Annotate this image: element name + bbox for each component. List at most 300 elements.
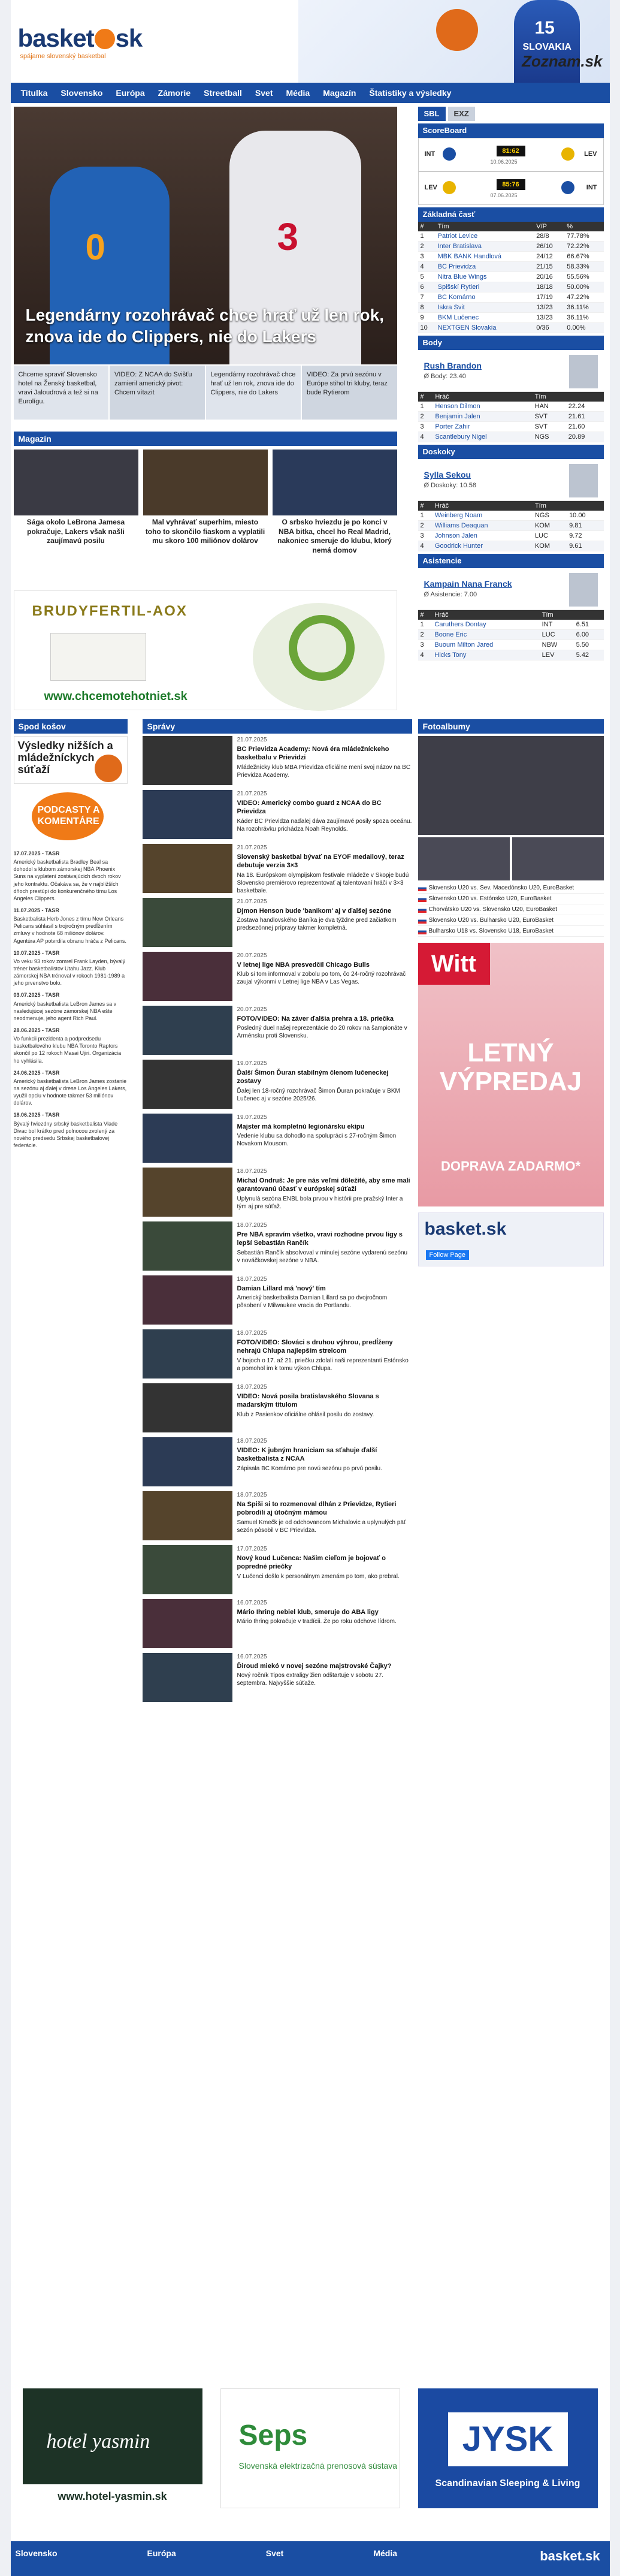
table-cell[interactable]: Nitra Blue Wings: [435, 272, 534, 282]
article-head[interactable]: FOTO/VIDEO: Slováci s druhou výhrou, predĺženy nehrajú Chlupa najlepším strelcom: [237, 1339, 393, 1355]
article-text: V Lučenci došlo k personálnym zmenám po tom, ako prebral.: [237, 1573, 400, 1580]
col-rank: #: [418, 501, 433, 511]
tab-exz[interactable]: EXZ: [448, 107, 475, 121]
hero-title[interactable]: Legendárny rozohrávač chce hrať už len rok, znova ide do Clippers, nie do Lakers: [25, 306, 384, 346]
table-row[interactable]: [418, 303, 604, 313]
nav-item[interactable]: Európa: [116, 88, 145, 98]
table-cell[interactable]: Johnson Jalen: [433, 531, 533, 541]
article-text: [237, 736, 412, 788]
flag-icon: [418, 885, 427, 891]
article-item[interactable]: [143, 1653, 412, 1705]
article-text: Klub si tom informoval v zobolu po tom, čo 24-ročný rozohrávač zaujal výkonmi v Letnej lige NBA v Las Vegas.: [237, 971, 406, 986]
news-item[interactable]: [14, 991, 128, 1022]
article-image[interactable]: [143, 1329, 232, 1379]
photo-thumb[interactable]: [418, 837, 510, 880]
article-item[interactable]: [143, 1275, 412, 1327]
table-row[interactable]: [418, 282, 604, 292]
table-row[interactable]: [418, 242, 604, 252]
table-cell: 50.00%: [564, 282, 603, 292]
table-cell: 77.78%: [564, 231, 603, 242]
table-cell: 7: [418, 292, 435, 303]
standings-header: [418, 207, 604, 222]
article-image[interactable]: [143, 1168, 232, 1217]
table-cell[interactable]: Benjamin Jalen: [433, 412, 532, 422]
leader-name[interactable]: Kampain Nana Franck: [424, 579, 512, 589]
article-image[interactable]: [143, 844, 232, 893]
album-title: Slovensko U20 vs. Sev. Macedónsko U20, EuroBasket: [428, 885, 574, 891]
article-head[interactable]: Nový koud Lučenca: Našim cieľom je bojovať o popredné priečky: [237, 1555, 386, 1571]
col-player: Hráč: [433, 392, 532, 402]
score-item[interactable]: [418, 138, 604, 171]
player-photo: [569, 464, 598, 497]
table-cell: KOM: [533, 521, 567, 531]
table-row[interactable]: [418, 541, 604, 551]
banner-basketball-icon: [436, 9, 478, 51]
table-cell[interactable]: Goodrick Hunter: [433, 541, 533, 551]
table-row[interactable]: [418, 531, 604, 541]
witt-title: LETNÝ VÝPREDAJ: [439, 1038, 582, 1097]
table-cell: 3: [418, 531, 433, 541]
footer-logo[interactable]: basket.sk: [540, 2548, 600, 2563]
team-logo-icon: [443, 181, 456, 194]
footer: [11, 2541, 610, 2576]
article-image[interactable]: [143, 1006, 232, 1055]
article-item[interactable]: [143, 1006, 412, 1057]
footer-link[interactable]: Svet: [265, 2548, 284, 2558]
table-row[interactable]: [418, 521, 604, 531]
article-image[interactable]: [143, 736, 232, 785]
col-rank: #: [418, 222, 435, 231]
article-head[interactable]: Majster má kompletnú legionársku ekipu: [237, 1123, 365, 1130]
table-cell[interactable]: BC Komárno: [435, 292, 534, 303]
top-banner-ad[interactable]: [298, 0, 610, 83]
nav-item[interactable]: Slovensko: [61, 88, 103, 98]
table-cell[interactable]: Williams Deaquan: [433, 521, 533, 531]
article-image[interactable]: [143, 790, 232, 839]
footer-link[interactable]: Slovensko: [15, 2548, 58, 2558]
hero-sub-articles: [14, 366, 397, 420]
album-title: Bulharsko U18 vs. Slovensko U18, EuroBasket: [428, 928, 554, 934]
article-image[interactable]: [143, 1383, 232, 1432]
article-text: Vedenie klubu sa dohodlo na spolupráci s 27-ročným Šimon Novakom Mousom.: [237, 1133, 397, 1148]
col-player: Hráč: [433, 501, 533, 511]
article-item[interactable]: [143, 1329, 412, 1381]
article-text: [237, 1114, 412, 1165]
scoreboard-header: [418, 123, 604, 138]
table-cell[interactable]: Spišskí Rytieri: [435, 282, 534, 292]
nav-item[interactable]: Magazín: [323, 88, 356, 98]
article-image[interactable]: [143, 898, 232, 947]
table-cell[interactable]: MBK BANK Handlová: [435, 252, 534, 262]
article-text: Ďalej len 18-ročný rozohrávač Šimon Ďuran pokračuje v BKM Lučenec aj v sezóne 2025/26.: [237, 1087, 400, 1102]
article-head[interactable]: Djmon Henson bude 'banikom' aj v ďalšej sezóne: [237, 907, 392, 915]
table-cell: 20/16: [534, 272, 564, 282]
article-text: [237, 1060, 412, 1111]
magazine-title: Magazín: [14, 432, 397, 446]
table-cell: 9.72: [567, 531, 603, 541]
table-row[interactable]: [418, 620, 604, 630]
leader-value: Ø Body: 23.40: [424, 373, 466, 380]
photo-album-link[interactable]: [418, 915, 604, 926]
news-date: 03.07.2025 - TASR: [13, 992, 60, 999]
article-head[interactable]: FOTO/VIDEO: Na záver ďalšia prehra a 18. priečka: [237, 1015, 394, 1022]
table-cell: 4: [418, 432, 433, 442]
away-team: INT: [586, 184, 597, 191]
magazine-section: [14, 432, 397, 557]
news-item[interactable]: [14, 907, 128, 945]
tab-sbl[interactable]: SBL: [418, 107, 446, 121]
article-item[interactable]: [143, 1383, 412, 1435]
table-cell[interactable]: Boone Eric: [432, 630, 539, 640]
article-head[interactable]: Slovenský basketbal bývať na EYOF medailový, teraz debutuje verzia 3×3: [237, 853, 404, 870]
article-date: 20.07.2025: [237, 952, 267, 959]
news-date: 28.06.2025 - TASR: [13, 1027, 60, 1033]
magazine-caption[interactable]: Sága okolo LeBrona Jamesa pokračuje, Lakers však našli zaujímavú posilu: [26, 518, 125, 545]
article-item[interactable]: [143, 790, 412, 841]
table-cell: 9.81: [567, 521, 603, 531]
article-date: 16.07.2025: [237, 1600, 267, 1606]
news-text: Vo funkcii prezidenta a podpredsedu basketbalového klubu NBA Toronto Raptors skončil po 12 rokoch Masai Ujiri. Organizácia ho vyhlásila.: [13, 1036, 122, 1064]
article-text: Uplynulá sezóna ENBL bola prvou v histórii pre pražský Inter a tým aj pre súťaž.: [237, 1195, 403, 1210]
article-date: 18.07.2025: [237, 1222, 267, 1229]
album-title: Chorvátsko U20 vs. Slovensko U20, EuroBasket: [428, 906, 558, 913]
nav-item[interactable]: Média: [286, 88, 310, 98]
col-rank: #: [418, 392, 433, 402]
rebounds-title: Doskoky: [422, 447, 455, 456]
magazine-caption[interactable]: Mal vyhrávať superhim, miesto toho to skončilo fiaskom a vyplatili mu skoro 100 miliónov dolárov: [145, 518, 265, 545]
table-cell[interactable]: Buoum Milton Jared: [432, 640, 539, 650]
table-cell[interactable]: Caruthers Dontay: [432, 620, 539, 630]
article-head[interactable]: V letnej lige NBA presvedčil Chicago Bulls: [237, 961, 370, 969]
fertility-ad[interactable]: [14, 590, 397, 710]
table-row[interactable]: [418, 650, 604, 660]
table-row[interactable]: [418, 272, 604, 282]
score-item[interactable]: [418, 171, 604, 205]
nav-item[interactable]: Štatistiky a výsledky: [369, 88, 452, 98]
table-row[interactable]: [418, 422, 604, 432]
sub-article[interactable]: Legendárny rozohrávač chce hrať už len rok, znova ide do Clippers, nie do Lakers: [206, 366, 301, 420]
article-item[interactable]: [143, 1060, 412, 1111]
table-row[interactable]: [418, 323, 604, 333]
col-pct: %: [564, 222, 603, 231]
article-head[interactable]: Damian Lillard má 'nový' tím: [237, 1285, 326, 1292]
col-wl: V/P: [534, 222, 564, 231]
article-head[interactable]: Mário Ihring nebiel klub, smeruje do ABA ligy: [237, 1609, 379, 1616]
fb-follow-button[interactable]: Follow Page: [426, 1250, 470, 1260]
photo-column: [418, 719, 604, 1266]
table-row[interactable]: [418, 262, 604, 272]
table-cell[interactable]: NEXTGEN Slovakia: [435, 323, 534, 333]
magazine-caption[interactable]: O srbsko hviezdu je po konci v NBA bitka, chcel ho Real Madrid, nakoniec smeruje do klubu, ktorý nemá domov: [277, 518, 392, 554]
table-row[interactable]: [418, 402, 604, 412]
article-item[interactable]: [143, 1545, 412, 1597]
team-logo-icon: [561, 181, 574, 194]
article-head[interactable]: Ďalší Šimon Ďuran stabilným členom lučeneckej zostavy: [237, 1069, 389, 1085]
banner-brand: Zoznam.sk: [522, 52, 603, 70]
photo-title: Fotoalbumy: [418, 719, 604, 734]
article-image[interactable]: [143, 1275, 232, 1325]
score-date: 10.06.2025: [490, 159, 518, 165]
flag-icon: [418, 896, 427, 902]
seps-ad[interactable]: [220, 2388, 400, 2508]
table-cell: 10: [418, 323, 435, 333]
news-text: Vo veku 93 rokov zomrel Frank Layden, bývalý tréner basketbalistov Utahu Jazz. Klub zámorskej NBA trénoval v rokoch 1981-1989 a jeho prvenstvo bolo.: [13, 958, 126, 987]
article-text: Posledný duel našej reprezentácie do 20 rokov na šampionáte v Arménsku proti Slovensku.: [237, 1025, 407, 1040]
article-image[interactable]: [143, 1491, 232, 1540]
article-head[interactable]: Ďiroud miekó v novej sezóne majstrovské Čajky?: [237, 1663, 392, 1670]
sub-article[interactable]: VIDEO: Za prvú sezónu v Európe stihol tri kluby, teraz bude Rytierom: [302, 366, 397, 420]
results-banner-text: Výsledky nižších a mládežníckych súťaží: [17, 740, 113, 776]
hero-jersey-left: 0: [85, 227, 105, 267]
magazine-item[interactable]: [273, 450, 397, 557]
points-title: Body: [422, 338, 442, 347]
table-cell: 21.61: [566, 412, 604, 422]
article-date: 18.07.2025: [237, 1438, 267, 1444]
article-date: 20.07.2025: [237, 1006, 267, 1013]
table-cell: SVT: [533, 422, 566, 432]
table-cell: NGS: [533, 432, 566, 442]
basketball-icon: [95, 29, 115, 49]
nav-item[interactable]: Streetball: [204, 88, 242, 98]
article-text: [237, 844, 412, 895]
table-cell[interactable]: Scantlebury Nigel: [433, 432, 532, 442]
hero-article[interactable]: [14, 107, 397, 364]
points-leader[interactable]: [418, 350, 604, 392]
table-cell[interactable]: BC Prievidza: [435, 262, 534, 272]
ad-url: www.chcemotehotniet.sk: [44, 690, 187, 703]
article-item[interactable]: [143, 1168, 412, 1219]
table-row[interactable]: [418, 640, 604, 650]
table-cell: 3: [418, 422, 433, 432]
table-cell: 24/12: [534, 252, 564, 262]
table-cell: NBW: [540, 640, 574, 650]
table-cell: 6.51: [574, 620, 604, 630]
podcast-banner[interactable]: [14, 786, 128, 846]
article-item[interactable]: [143, 736, 412, 788]
news-date: 10.07.2025 - TASR: [13, 949, 60, 956]
sub-article[interactable]: Chceme spraviť Slovensko hotel na Ženský basketbal, vravi Jaloudrová a tež si na Eurolígu.: [14, 366, 109, 420]
magazine-item[interactable]: [143, 450, 268, 557]
article-date: 21.07.2025: [237, 791, 267, 797]
article-text: [237, 1006, 412, 1057]
table-cell[interactable]: Weinberg Noam: [433, 511, 533, 521]
table-cell: LUC: [540, 630, 574, 640]
hotel-ad[interactable]: [23, 2388, 202, 2508]
table-cell[interactable]: Porter Zahir: [433, 422, 532, 432]
assists-table: [418, 610, 604, 660]
table-row[interactable]: [418, 252, 604, 262]
article-image[interactable]: [143, 952, 232, 1001]
table-cell: 20.89: [566, 432, 604, 442]
rebounds-leader[interactable]: [418, 459, 604, 501]
hero-jersey-right: 3: [277, 215, 299, 258]
table-cell: 3: [418, 252, 435, 262]
article-text: Klub z Pasienkov oficiálne ohlásil posilu do zostavy.: [237, 1411, 374, 1418]
table-cell: 13/23: [534, 303, 564, 313]
col-team: Tím: [540, 610, 574, 620]
table-cell: 55.56%: [564, 272, 603, 282]
jysk-name: JYSK: [448, 2412, 568, 2466]
news-item[interactable]: [14, 949, 128, 987]
articles-column: [143, 719, 412, 1705]
article-image[interactable]: [143, 1653, 232, 1702]
article-text: Nový ročník Tipos extraligy žien odštartuje v sobotu 27. septembra. Najvyššie súťaže.: [237, 1672, 384, 1687]
leader-name[interactable]: Rush Brandon: [424, 361, 482, 370]
photo-album-link[interactable]: [418, 926, 604, 937]
table-row[interactable]: [418, 313, 604, 323]
table-cell: 5.42: [574, 650, 604, 660]
article-text: V bojoch o 17. až 21. priečku zdolali naši reprezentanti Estónsko a pomohol im k tomu výkon Chlupa.: [237, 1357, 409, 1372]
table-cell[interactable]: Patriot Levice: [435, 231, 534, 242]
article-head[interactable]: BC Prievidza Academy: Nová éra mládežníckeho basketbalu v Prievidzi: [237, 746, 389, 762]
nav-item[interactable]: Svet: [255, 88, 273, 98]
news-item[interactable]: [14, 850, 128, 902]
photo-album-link[interactable]: [418, 883, 604, 894]
table-cell: 2: [418, 242, 435, 252]
magazine-item[interactable]: [14, 450, 138, 557]
article-image[interactable]: [143, 1221, 232, 1271]
table-row[interactable]: [418, 511, 604, 521]
table-cell: LEV: [540, 650, 574, 660]
table-cell: 18/18: [534, 282, 564, 292]
footer-link[interactable]: Európa: [147, 2548, 176, 2558]
article-text: Samuel Kmečk je od odchovancom Michalovic a uplynulých päť sezón pôsobil v BC Prievidza.: [237, 1519, 406, 1534]
flag-icon: [418, 918, 427, 924]
table-cell: 0.00%: [564, 323, 603, 333]
news-item[interactable]: [14, 1111, 128, 1149]
photo-album-link[interactable]: [418, 904, 604, 915]
score-result: 85:76: [497, 179, 525, 190]
page: [11, 0, 610, 2576]
footer-ads: [14, 2373, 607, 2523]
footer-link[interactable]: Média: [373, 2548, 398, 2558]
standings-title: Základná časť: [422, 210, 476, 219]
leader-name[interactable]: Sylla Sekou: [424, 470, 471, 479]
assists-header: [418, 554, 604, 568]
news-item[interactable]: [14, 1027, 128, 1064]
col-value: [566, 392, 604, 402]
photo-links: [418, 883, 604, 937]
results-banner[interactable]: [14, 736, 128, 784]
product-box: [50, 633, 146, 681]
table-row[interactable]: [418, 412, 604, 422]
article-image[interactable]: [143, 1114, 232, 1163]
article-text: [237, 1275, 412, 1327]
article-item[interactable]: [143, 1491, 412, 1543]
article-head[interactable]: VIDEO: Americký combo guard z NCAA do BC Prievidza: [237, 800, 382, 816]
article-item[interactable]: [143, 1221, 412, 1273]
nav-item[interactable]: Titulka: [20, 88, 48, 98]
article-item[interactable]: [143, 952, 412, 1003]
col-team: Tím: [435, 222, 534, 231]
photo-main[interactable]: [418, 736, 604, 835]
table-row[interactable]: [418, 432, 604, 442]
stats-sidebar: [418, 107, 604, 660]
site-logo[interactable]: [18, 24, 174, 60]
article-image[interactable]: [143, 1545, 232, 1594]
article-head[interactable]: Michal Ondruš: Je pre nás veľmi dôležité, aby sme mali garantovanú účasť v európskej súťaži: [237, 1177, 410, 1193]
table-cell: 9.61: [567, 541, 603, 551]
table-cell[interactable]: Henson Dilmon: [433, 402, 532, 412]
score-date: 07.06.2025: [490, 192, 518, 198]
logo-tagline: spájame slovenský basketbal: [20, 53, 106, 60]
article-head[interactable]: VIDEO: Nová posila bratislavského Slovana s madarským titulom: [237, 1393, 379, 1409]
home-team: LEV: [424, 184, 437, 191]
table-cell: 0/36: [534, 323, 564, 333]
table-cell[interactable]: BKM Lučenec: [435, 313, 534, 323]
news-item[interactable]: [14, 1069, 128, 1107]
table-cell: KOM: [533, 541, 567, 551]
table-cell: 5: [418, 272, 435, 282]
article-head[interactable]: Na Spiši si to rozmenoval dlhán z Prievidze, Rytieri pobrodili aj útočným mámou: [237, 1501, 397, 1517]
team-logo-icon: [443, 147, 456, 161]
table-cell[interactable]: Hicks Tony: [432, 650, 539, 660]
article-item[interactable]: [143, 1437, 412, 1489]
witt-sub: DOPRAVA ZADARMO*: [440, 1159, 581, 1174]
sub-article[interactable]: VIDEO: Z NCAA do Svišťu zamieril americký pivot: Chcem vítazit: [110, 366, 205, 420]
jysk-sub: Scandinavian Sleeping & Living: [435, 2478, 580, 2488]
table-cell[interactable]: Inter Bratislava: [435, 242, 534, 252]
basketball-icon: [95, 755, 122, 782]
table-cell[interactable]: Iskra Svit: [435, 303, 534, 313]
table-cell: 4: [418, 262, 435, 272]
article-text: Zostava handlovského Baníka je dva týždne pred začiatkom predsezónnej prípravy takmer kompletná.: [237, 917, 397, 932]
jysk-ad[interactable]: [418, 2388, 598, 2508]
table-cell: 36.11%: [564, 313, 603, 323]
article-text: Mário Ihring pokračuje v tradícii. Že po roku odchove lídrom.: [237, 1618, 397, 1625]
table-cell: LUC: [533, 531, 567, 541]
news-date: 18.06.2025 - TASR: [13, 1112, 60, 1118]
table-cell: SVT: [533, 412, 566, 422]
article-text: Sebastián Rančík absolvoval v minulej sezóne vydarenú sezónu v nováčkovskej sezóne v NBA.: [237, 1249, 408, 1264]
table-row[interactable]: [418, 630, 604, 640]
table-row[interactable]: [418, 292, 604, 303]
witt-ad[interactable]: [418, 943, 604, 1206]
table-cell: 8: [418, 303, 435, 313]
team-logo-icon: [561, 147, 574, 161]
news-title: Spod košov: [14, 719, 128, 734]
article-item[interactable]: [143, 1599, 412, 1651]
nav-item[interactable]: Zámorie: [158, 88, 191, 98]
assists-leader[interactable]: [418, 568, 604, 610]
table-cell: 47.22%: [564, 292, 603, 303]
article-date: 17.07.2025: [237, 1546, 267, 1552]
article-image[interactable]: [143, 1599, 232, 1648]
article-head[interactable]: VIDEO: K jubným hraniciam sa sťahuje ďalší basketbalista z NCAA: [237, 1447, 377, 1463]
article-image[interactable]: [143, 1437, 232, 1486]
rebounds-header: [418, 445, 604, 459]
table-cell: 22.24: [566, 402, 604, 412]
facebook-widget[interactable]: [418, 1212, 604, 1266]
ad-brand: BRUDYFERTIL-AOX: [32, 603, 187, 619]
article-item[interactable]: [143, 898, 412, 949]
scoreboard-title: ScoreBoard: [422, 126, 467, 135]
col-value: [567, 501, 603, 511]
article-image[interactable]: [143, 1060, 232, 1109]
table-row[interactable]: [418, 231, 604, 242]
table-cell: 6: [418, 282, 435, 292]
table-cell: 28/8: [534, 231, 564, 242]
article-date: 19.07.2025: [237, 1114, 267, 1121]
article-item[interactable]: [143, 1114, 412, 1165]
photo-thumb[interactable]: [512, 837, 604, 880]
col-rank: #: [418, 610, 433, 620]
col-team: Tím: [533, 501, 567, 511]
article-head[interactable]: Pre NBA spravím všetko, vravi rozhodne prvou ligy s lepší Sebastián Rančík: [237, 1231, 403, 1247]
player-photo: [569, 573, 598, 607]
photo-album-link[interactable]: [418, 894, 604, 904]
article-item[interactable]: [143, 844, 412, 895]
